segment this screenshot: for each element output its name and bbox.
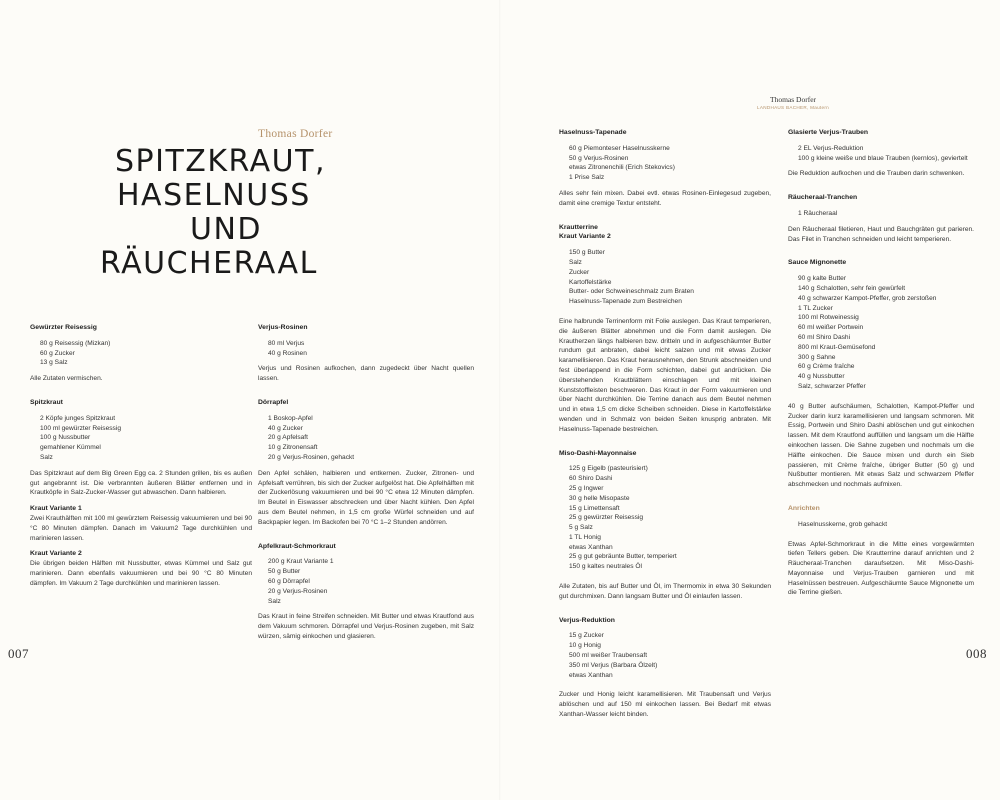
ingredient-list bbox=[258, 339, 474, 359]
right-column-2 bbox=[788, 128, 974, 598]
title-line-3: UND bbox=[190, 212, 262, 247]
ingredient: 1 Räucheraal bbox=[798, 209, 838, 217]
ingredient: 90 g kalte Butter bbox=[798, 275, 847, 283]
ingredient: 150 g Butter bbox=[569, 249, 605, 257]
ingredient: 40 g Zucker bbox=[268, 424, 303, 432]
ingredient-list bbox=[788, 520, 974, 530]
ingredient: Haselnuss-Tapenade zum Bestreichen bbox=[569, 298, 682, 306]
ingredient: 60 g Zucker bbox=[40, 349, 75, 357]
ingredient: Salz bbox=[40, 453, 53, 461]
ingredient: gemahlener Kümmel bbox=[40, 444, 101, 452]
section-heading: Gewürzter Reisessig bbox=[30, 324, 97, 331]
ingredient: 50 g Verjus-Rosinen bbox=[569, 154, 629, 162]
section-heading: Apfelkraut-Schmorkraut bbox=[258, 542, 336, 550]
ingredient: 60 g Piemonteser Haselnusskerne bbox=[569, 144, 670, 152]
ingredient: 5 g Salz bbox=[569, 524, 593, 532]
ingredient: 10 g Zitronensaft bbox=[268, 444, 318, 452]
ingredient: 60 g Dörrapfel bbox=[268, 577, 310, 585]
ingredient-list bbox=[559, 144, 771, 183]
ingredient: 2 Köpfe junges Spitzkraut bbox=[40, 414, 116, 422]
ingredient: 1 Prise Salz bbox=[569, 174, 605, 182]
ingredient: 20 g Verjus-Rosinen, gehackt bbox=[268, 453, 355, 461]
instruction-text: Alles sehr fein mixen. Dabei evtl. etwas Rosinen-Einlegesud zugeben, damit eine cremige Textur entsteht. bbox=[559, 189, 771, 207]
section-heading: Haselnuss-Tapenade bbox=[559, 129, 627, 136]
ingredient: 500 ml weißer Traubensaft bbox=[569, 652, 648, 660]
ingredient-list bbox=[258, 557, 474, 606]
ingredient: 100 g Nussbutter bbox=[40, 434, 91, 442]
right-page bbox=[500, 0, 1000, 800]
header-author: Thomas Dorfer bbox=[770, 95, 817, 104]
left-column-1 bbox=[30, 323, 252, 589]
section-heading: Kraut Variante 1 bbox=[30, 505, 82, 513]
ingredient-list bbox=[30, 339, 252, 368]
ingredient: 140 g Schalotten, sehr fein gewürfelt bbox=[798, 284, 906, 292]
ingredient: 100 g kleine weiße und blaue Trauben (kernlos), geviertelt bbox=[798, 154, 968, 162]
ingredient: 60 g Crème fraîche bbox=[798, 363, 855, 371]
ingredient: Salz, schwarzer Pfeffer bbox=[798, 382, 866, 390]
ingredient: 30 g helle Misopaste bbox=[569, 494, 630, 502]
instruction-text: Zwei Krauthälften mit 100 ml gewürztem Reisessig vakuumieren und bei 90 °C 80 Minuten dämpfen. Danach im Vakuum2 Tage durchkühlen und marinieren lassen. bbox=[30, 514, 252, 542]
ingredient-list bbox=[788, 274, 974, 392]
ingredient: 15 g Limettensaft bbox=[569, 504, 620, 512]
instruction-text: Die übrigen beiden Hälften mit Nussbutter, etwas Kümmel und Salz gut marinieren. Dann ebenfalls vakuumieren und bei 90 °C 80 Minuten dämpfen. Im Vakuum 2 Tage durchkühlen und marinieren lassen. bbox=[30, 560, 252, 587]
ingredient: Zucker bbox=[569, 268, 590, 276]
ingredient: etwas Xanthan bbox=[569, 543, 613, 551]
ingredient: 80 ml Verjus bbox=[268, 339, 305, 347]
ingredient: 1 TL Zucker bbox=[798, 304, 833, 312]
ingredient: 15 g Zucker bbox=[569, 632, 604, 640]
ingredient: 13 g Salz bbox=[40, 359, 68, 367]
instruction-text: Alle Zutaten, bis auf Butter und Öl, im Thermomix in etwa 30 Sekunden gut durchmixen. Dann langsam Butter und Öl einlaufen lassen. bbox=[559, 583, 771, 600]
ingredient: Salz bbox=[268, 597, 281, 605]
ingredient: 800 ml Kraut-Gemüsefond bbox=[798, 343, 876, 351]
ingredient: 40 g Nussbutter bbox=[798, 373, 845, 381]
ingredient: 40 g schwarzer Kampot-Pfeffer, grob zerstoßen bbox=[798, 294, 937, 302]
ingredient: 300 g Sahne bbox=[798, 353, 836, 361]
ingredient: 25 g gewürzter Reisessig bbox=[569, 514, 644, 522]
ingredient-list bbox=[258, 414, 474, 463]
section-heading: Spitzkraut bbox=[30, 398, 63, 406]
ingredient: 200 g Kraut Variante 1 bbox=[268, 558, 334, 566]
section-heading: Glasierte Verjus-Trauben bbox=[788, 129, 869, 136]
ingredient: 20 g Verjus-Rosinen bbox=[268, 587, 328, 595]
ingredient: 20 g Apfelsaft bbox=[268, 434, 308, 442]
ingredient: etwas Zitronenchili (Erich Stekovics) bbox=[569, 164, 675, 172]
instruction-text: Das Spitzkraut auf dem Big Green Egg ca. 2 Stunden grillen, bis es außen gut angebrannt ist. Die verbrannten äußeren Blätter entfernen und in Krautköpfe in Salz-Zucker-Wasser gut abwaschen. Dann halbieren. bbox=[30, 469, 252, 497]
author-name: Thomas Dorfer bbox=[258, 128, 333, 140]
section-heading: Miso-Dashi-Mayonnaise bbox=[559, 449, 637, 457]
serving-heading: Anrichten bbox=[788, 504, 820, 512]
ingredient: 80 g Reisessig (Mizkan) bbox=[40, 339, 111, 347]
title-line-2: HASELNUSS bbox=[117, 178, 311, 213]
ingredient-list bbox=[788, 144, 974, 164]
section-heading: Räucheraal-Tranchen bbox=[788, 194, 858, 202]
page-number-right: 008 bbox=[966, 646, 987, 661]
ingredient: 60 Shiro Dashi bbox=[569, 475, 613, 483]
instruction-text: Den Apfel schälen, halbieren und entkernen. Zucker, Zitronen- und Apfelsaft verrühren, bis sich der Zucker aufgelöst hat. Die Apfelhälften mit der Zuckerlösung vakuumieren und bei 90 °C etwa 12 Minuten dämpfen. Im Beutel in Eiswasser abschrecken und über Nacht kühlen. Den Apfel aus dem Beutel nehmen, in 1,5 cm große Würfel schneiden und auf Backpapier legen. Im Backofen bei 70 °C 1–2 Stunden andörren. bbox=[258, 469, 474, 526]
ingredient-list bbox=[559, 464, 771, 572]
ingredient: 60 ml weißer Portwein bbox=[798, 324, 864, 332]
ingredient: 350 ml Verjus (Barbara Ölzelt) bbox=[569, 661, 658, 669]
instruction-text: Eine halbrunde Terrinenform mit Folie auslegen. Das Kraut temperieren, die äußeren Blätter abnehmen und die Form damit auslegen. Die Krautherzen längs halbieren bzw. dritteln und in aufgeschäumter Butter rundum gut anbraten, dabei leicht salzen und mit etwas Zucker karamellisieren. Das Kraut herausnehmen, den Strunk abschneiden und fest überlappend in die Form schichten, dabei gut andrücken. Die überstehenden Krautblättern einschlagen und mit kleinen Kunststoffleisten beschweren. Das Kraut in der Form vakuumieren und über Nacht durchkühlen. Die Terrine danach aus dem Beutel nehmen und in etwa 1,5 cm dicke Scheiben schneiden. Diese in Kartoffelstärke wenden und in Schmalz von beiden Seiten knusprig anbraten. Mit Haselnuss-Tapenade bestreichen. bbox=[559, 317, 771, 433]
section-heading: Sauce Mignonette bbox=[788, 259, 847, 267]
section-heading: Verjus-Reduktion bbox=[559, 616, 615, 624]
ingredient-list bbox=[559, 248, 771, 307]
title-line-4: RÄUCHERAAL bbox=[100, 246, 318, 281]
ingredient-list bbox=[788, 209, 974, 219]
section-subheading: Kraut Variante 2 bbox=[559, 233, 611, 241]
ingredient: 125 g Eigelb (pasteurisiert) bbox=[569, 465, 648, 473]
ingredient: etwas Xanthan bbox=[569, 671, 613, 679]
ingredient: Haselnusskerne, grob gehackt bbox=[798, 520, 888, 528]
ingredient: 10 g Honig bbox=[569, 642, 601, 650]
header-restaurant: LANDHAUS BACHER, Mautern bbox=[757, 105, 830, 110]
ingredient: 50 g Butter bbox=[268, 568, 301, 576]
recipe-title bbox=[100, 144, 327, 281]
section-heading: Dörrapfel bbox=[258, 398, 289, 406]
ingredient: 2 EL Verjus-Reduktion bbox=[798, 144, 864, 152]
section-heading: Verjus-Rosinen bbox=[258, 324, 308, 331]
instruction-text: Die Reduktion aufkochen und die Trauben darin schwenken. bbox=[788, 170, 965, 178]
ingredient: 25 g Ingwer bbox=[569, 484, 604, 492]
section-heading: Kraut Variante 2 bbox=[30, 550, 82, 558]
page-number-left: 007 bbox=[8, 646, 29, 661]
ingredient-list bbox=[559, 631, 771, 680]
section-heading: Krautterrine bbox=[559, 223, 598, 231]
ingredient: 150 g kaltes neutrales Öl bbox=[569, 563, 642, 571]
ingredient: Salz bbox=[569, 258, 582, 266]
instruction-text: Das Kraut in feine Streifen schneiden. Mit Butter und etwas Krautfond aus dem Vakuum schmoren. Dörrapfel und Verjus-Rosinen zugeben, mit Salz würzen, sämig einkochen und glasieren. bbox=[258, 613, 474, 640]
instruction-text: Verjus und Rosinen aufkochen, dann zugedeckt über Nacht quellen lassen. bbox=[258, 365, 474, 383]
instruction-text: Alle Zutaten vermischen. bbox=[30, 375, 103, 383]
instruction-text: Zucker und Honig leicht karamellisieren. Mit Traubensaft und Verjus ablöschen und auf 150 ml einkochen lassen. Bei Bedarf mit etwas Xanthan-Wasser leicht binden. bbox=[559, 691, 771, 719]
right-column-1 bbox=[559, 128, 771, 720]
ingredient: 60 ml Shiro Dashi bbox=[798, 333, 851, 341]
ingredient: 1 Boskop-Apfel bbox=[268, 414, 313, 422]
ingredient: 40 g Rosinen bbox=[268, 349, 307, 357]
ingredient: 1 TL Honig bbox=[569, 533, 601, 541]
ingredient-list bbox=[30, 414, 252, 463]
ingredient: 100 ml gewürzter Reisessig bbox=[40, 424, 121, 432]
instruction-text: Den Räucheraal filetieren, Haut und Bauchgräten gut parieren. Das Filet in Tranchen schneiden und leicht temperieren. bbox=[788, 225, 974, 243]
ingredient: Kartoffelstärke bbox=[569, 278, 612, 286]
left-column-2 bbox=[258, 323, 474, 642]
instruction-text: Etwas Apfel-Schmorkraut in die Mitte eines vorgewärmten tiefen Tellers geben. Die Krautterrine darauf anrichten und 2 Räucheraal-Tranchen daraufsetzen. Mit Miso-Dashi-Mayonnaise und Verjus-Trauben garnieren und mit Haselnüssen bestreuen. Aufgeschäumte Sauce Mignonette um die Terrine gießen. bbox=[788, 540, 974, 597]
running-header bbox=[757, 95, 829, 110]
ingredient: 100 ml Rotweinessig bbox=[798, 314, 859, 322]
ingredient: 25 g gut gebräunte Butter, temperiert bbox=[569, 553, 677, 561]
instruction-text: 40 g Butter aufschäumen, Schalotten, Kampot-Pfeffer und Zucker darin kurz karamellisieren und langsam schmoren. Mit Essig, Portwein und Shiro Dashi ablöschen und gut einkochen lassen. Mit dem Krautfond auffüllen und langsam um die Hälfte einkochen lassen. Die Sahne zugeben und nochmals um die Hälfte einkochen. Die Sauce mixen und durch ein Sieb passieren, mit Crème fraîche, übriger Butter (50 g) und Nußbutter montieren. Mit etwas Salz und schwarzem Pfeffer abschmecken und nochmals aufmixen. bbox=[788, 402, 974, 489]
ingredient: Butter- oder Schweineschmalz zum Braten bbox=[569, 288, 694, 296]
title-line-1: SPITZKRAUT, bbox=[115, 144, 327, 179]
